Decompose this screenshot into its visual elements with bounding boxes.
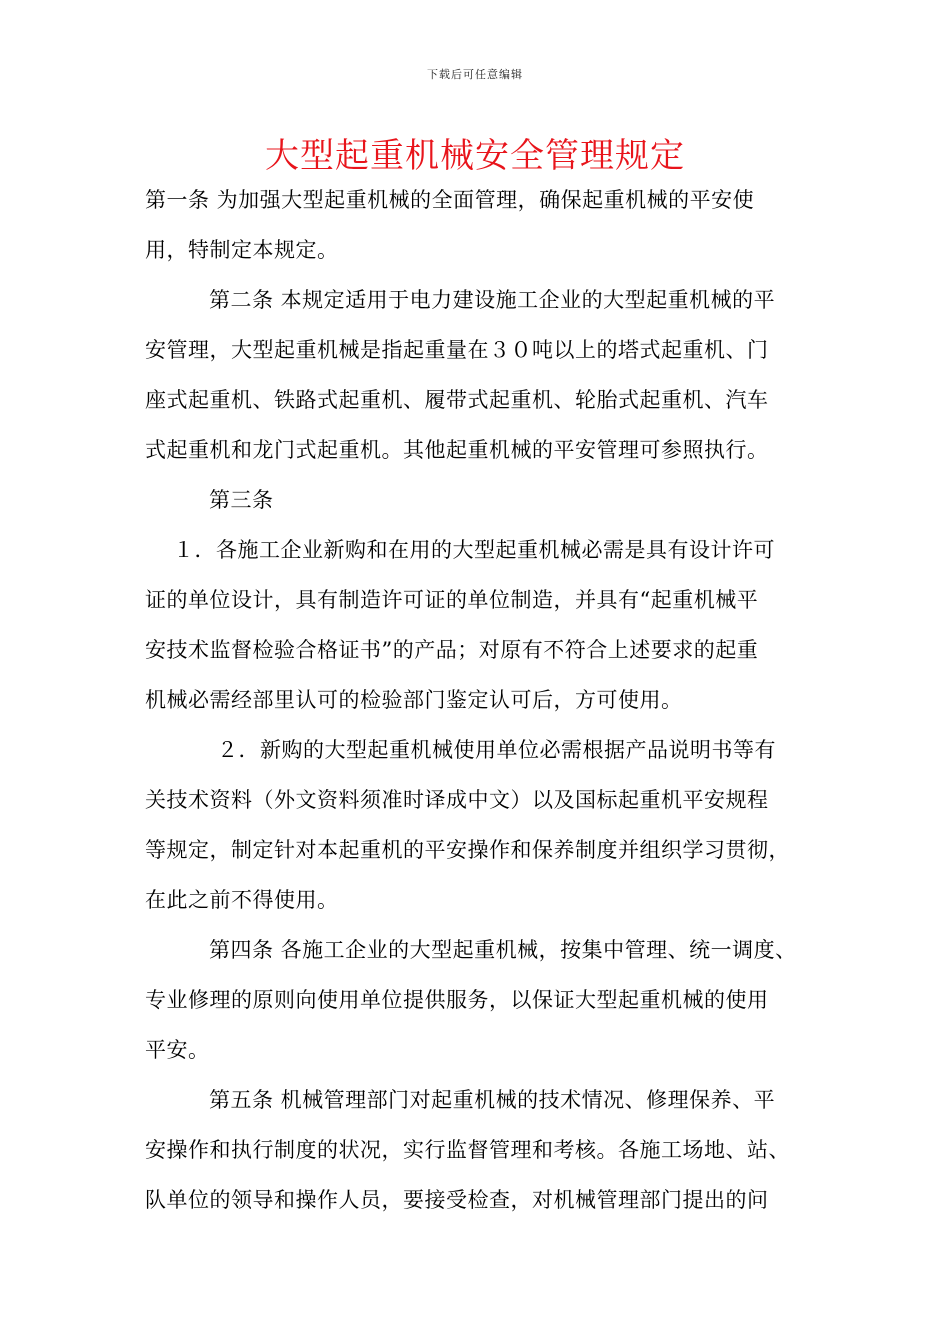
paragraph-line: ２．新购的大型起重机械使用单位必需根据产品说明书等有 [217,738,776,762]
header-note: 下载后可任意编辑 [427,68,523,81]
paragraph-line: 专业修理的原则向使用单位提供服务，以保证大型起重机械的使用 [145,988,769,1012]
paragraph-line: 式起重机和龙门式起重机。其他起重机械的平安管理可参照执行。 [145,438,769,462]
paragraph-line: 安技术监督检验合格证书”的产品；对原有不符合上述要求的起重 [145,638,759,662]
paragraph-line: 关技术资料（外文资料须准时译成中文）以及国标起重机平安规程 [145,788,769,812]
paragraph-line: 队单位的领导和操作人员，要接受检查，对机械管理部门提出的问 [145,1188,769,1212]
paragraph-line: 机械必需经部里认可的检验部门鉴定认可后，方可使用。 [145,688,683,712]
paragraph-line: 第二条 本规定适用于电力建设施工企业的大型起重机械的平 [209,288,776,312]
paragraph-line: 安管理，大型起重机械是指起重量在３０吨以上的塔式起重机、门 [145,338,769,362]
paragraph-line: 座式起重机、铁路式起重机、履带式起重机、轮胎式起重机、汽车 [145,388,769,412]
document-title: 大型起重机械安全管理规定 [265,136,685,176]
paragraph-line: 第五条 机械管理部门对起重机械的技术情况、修理保养、平 [209,1088,776,1112]
paragraph-line: １．各施工企业新购和在用的大型起重机械必需是具有设计许可 [173,538,775,562]
paragraph-line: 用，特制定本规定。 [145,238,339,262]
paragraph-line: 第三条 [209,488,274,512]
paragraph-line: 证的单位设计，具有制造许可证的单位制造，并具有“起重机械平 [145,588,759,612]
paragraph-line: 第四条 各施工企业的大型起重机械，按集中管理、统一调度、 [209,938,797,962]
paragraph-line: 安操作和执行制度的状况，实行监督管理和考核。各施工场地、站、 [145,1138,790,1162]
paragraph-line: 等规定，制定针对本起重机的平安操作和保养制度并组织学习贯彻， [145,838,790,862]
paragraph-line: 第一条 为加强大型起重机械的全面管理，确保起重机械的平安使 [145,188,755,212]
paragraph-line: 在此之前不得使用。 [145,888,339,912]
paragraph-line: 平安。 [145,1038,210,1062]
